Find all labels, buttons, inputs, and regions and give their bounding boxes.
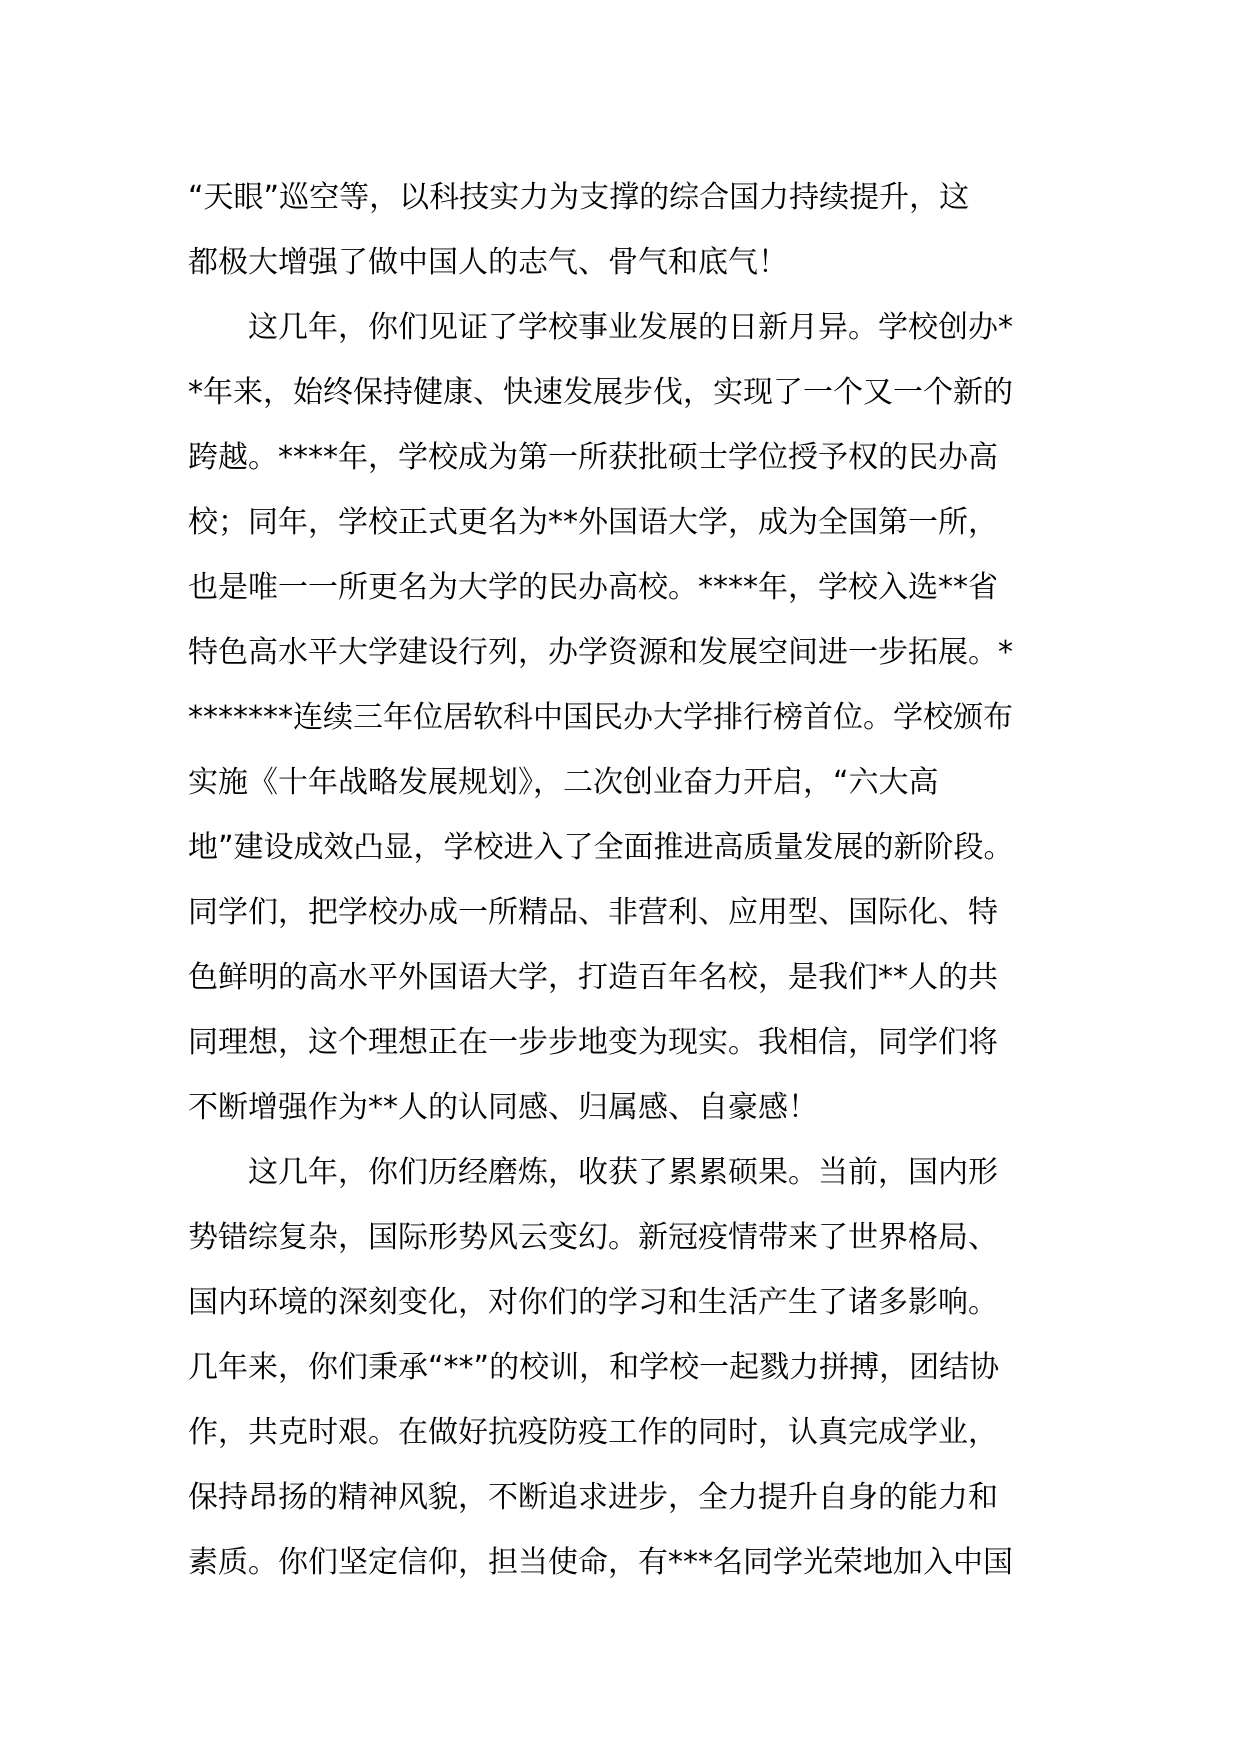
text-line-10: 实施《十年战略发展规划》，二次创业奋力开启，“六大高 [188, 765, 939, 800]
text-line-5: 跨越。****年，学校成为第一所获批硕士学位授予权的民办高 [188, 440, 998, 475]
text-line-20: 作，共克时艰。在做好抗疫防疫工作的同时，认真完成学业， [188, 1415, 998, 1450]
text-line-18: 国内环境的深刻变化，对你们的学习和生活产生了诸多影响。 [188, 1285, 998, 1320]
text-line-21: 保持昂扬的精神风貌，不断追求进步，全力提升自身的能力和 [188, 1480, 998, 1515]
text-line-2: 都极大增强了做中国人的志气、骨气和底气！ [188, 245, 788, 280]
text-line-15: 不断增强作为**人的认同感、归属感、自豪感！ [188, 1090, 818, 1125]
text-line-17: 势错综复杂，国际形势风云变幻。新冠疫情带来了世界格局、 [188, 1220, 998, 1255]
text-line-9: *******连续三年位居软科中国民办大学排行榜首位。学校颁布 [188, 700, 1013, 735]
text-line-11: 地”建设成效凸显，学校进入了全面推进高质量发展的新阶段。 [188, 830, 1014, 865]
text-line-12: 同学们，把学校办成一所精品、非营利、应用型、国际化、特 [188, 895, 998, 930]
text-line-16: 这几年，你们历经磨炼，收获了累累硕果。当前，国内形 [248, 1155, 998, 1190]
text-line-8: 特色高水平大学建设行列，办学资源和发展空间进一步拓展。* [188, 635, 1013, 670]
text-line-3: 这几年，你们见证了学校事业发展的日新月异。学校创办* [248, 310, 1013, 345]
text-line-6: 校；同年，学校正式更名为**外国语大学，成为全国第一所， [188, 505, 998, 540]
text-line-1: “天眼”巡空等，以科技实力为支撑的综合国力持续提升，这 [188, 180, 970, 215]
text-line-13: 色鲜明的高水平外国语大学，打造百年名校，是我们**人的共 [188, 960, 998, 995]
text-line-4: *年来，始终保持健康、快速发展步伐，实现了一个又一个新的 [188, 375, 1013, 410]
text-line-14: 同理想，这个理想正在一步步地变为现实。我相信，同学们将 [188, 1025, 998, 1060]
text-line-22: 素质。你们坚定信仰，担当使命，有***名同学光荣地加入中国 [188, 1545, 1013, 1580]
text-line-7: 也是唯一一所更名为大学的民办高校。****年，学校入选**省 [188, 570, 998, 605]
body-text [188, 165, 1078, 1595]
text-line-19: 几年来，你们秉承“**”的校训，和学校一起戮力拼搏，团结协 [188, 1350, 1000, 1385]
